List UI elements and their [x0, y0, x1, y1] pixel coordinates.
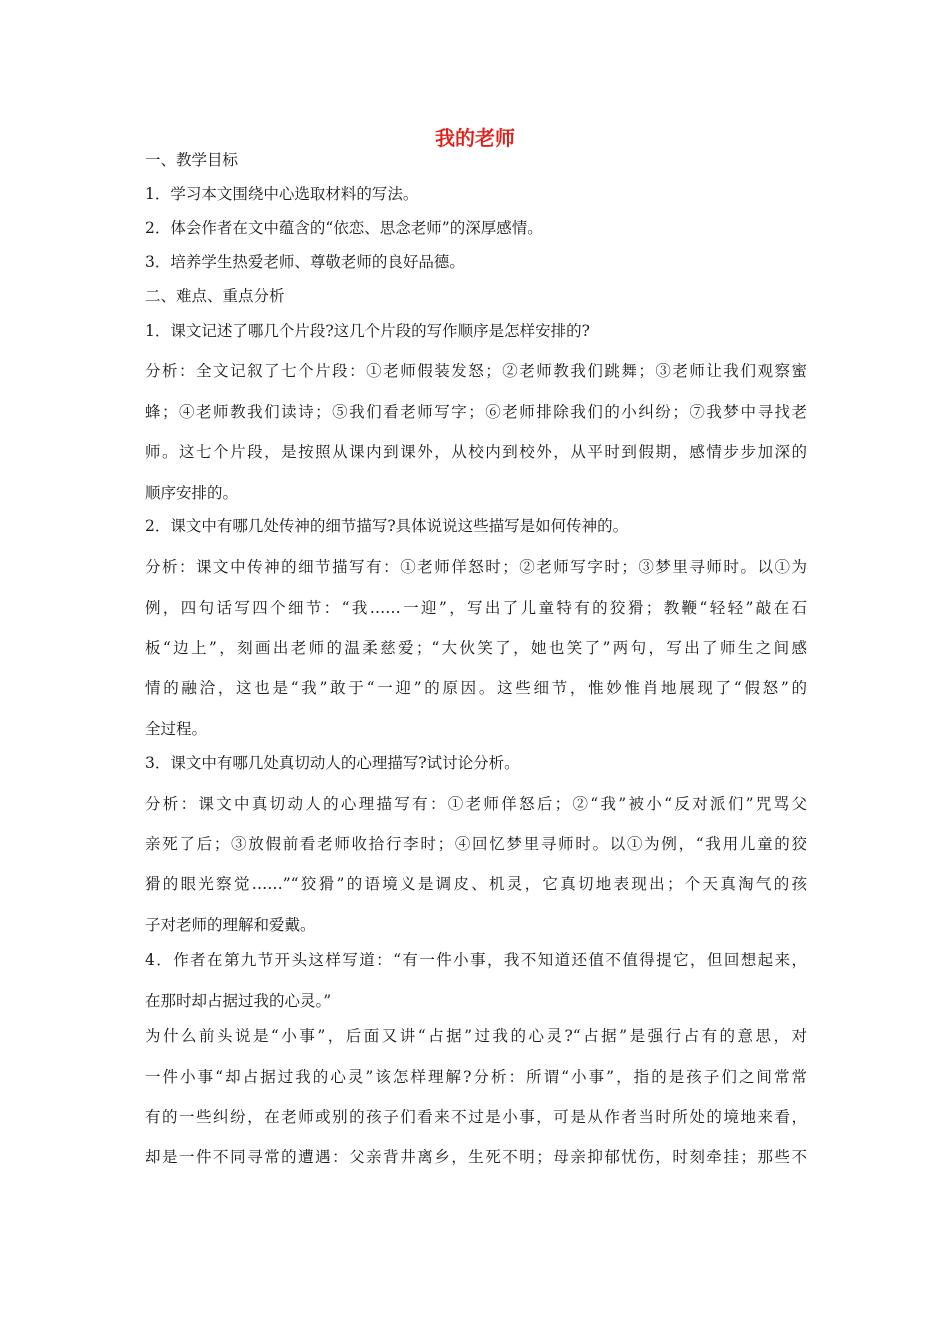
text-line: 3．培养学生热爱老师、尊敬老师的良好品德。 — [145, 253, 465, 271]
text-line: 分析：课文中传神的细节描写有：①老师佯怒时；②老师写字时；③梦里寻师时。以①为 — [145, 558, 807, 576]
text-line: 一、教学目标 — [145, 151, 239, 169]
text-line: 3．课文中有哪几处真切动人的心理描写?试讨论分析。 — [145, 754, 520, 772]
text-line: 子对老师的理解和爱戴。 — [145, 916, 316, 934]
text-line: 板“边上”，刻画出老师的温柔慈爱；“大伙笑了，她也笑了”两句，写出了师生之间感 — [145, 639, 807, 657]
text-line: 在那时却占据过我的心灵。” — [145, 992, 332, 1010]
text-line: 1．课文记述了哪几个片段?这几个片段的写作顺序是怎样安排的? — [145, 322, 590, 340]
text-line: 全过程。 — [145, 720, 208, 738]
text-line: 为什么前头说是“小事”，后面又讲“占据”过我的心灵?“占据”是强行占有的意思，对 — [145, 1027, 807, 1045]
text-line: 二、难点、重点分析 — [145, 287, 285, 305]
text-line: 师。这七个片段，是按照从课内到课外，从校内到校外，从平时到假期，感情步步加深的 — [145, 443, 807, 461]
text-line: 亲死了后；③放假前看老师收拾行李时；④回忆梦里寻师时。以①为例，“我用儿童的狡 — [145, 835, 807, 853]
text-line: 却是一件不同寻常的遭遇：父亲背井离乡，生死不明；母亲抑郁忧伤，时刻牵挂；那些不 — [145, 1148, 807, 1166]
text-line: 情的融洽，这也是“我”敢于“一迎”的原因。这些细节，惟妙惟肖地展现了“假怒”的 — [145, 679, 807, 697]
text-line: 有的一些纠纷，在老师或别的孩子们看来不过是小事，可是从作者当时所处的境地来看， — [145, 1108, 807, 1126]
text-line: 2．课文中有哪几处传神的细节描写?具体说说这些描写是如何传神的。 — [145, 517, 629, 535]
text-line: 分析：课文中真切动人的心理描写有：①老师佯怒后；②“我”被小“反对派们”咒骂父 — [145, 795, 807, 813]
text-line: 一件小事“却占据过我的心灵”该怎样理解?分析：所谓“小事”，指的是孩子们之间常常 — [145, 1068, 807, 1086]
text-line: 1．学习本文围绕中心选取材料的写法。 — [145, 185, 419, 203]
text-line: 分析：全文记叙了七个片段：①老师假装发怒；②老师教我们跳舞；③老师让我们观察蜜 — [145, 362, 807, 380]
text-line: 例，四句话写四个细节：“我……一迎”，写出了儿童特有的狡猾；教鞭“轻轻”敲在石 — [145, 599, 807, 617]
text-line: 蜂；④老师教我们读诗；⑤我们看老师写字；⑥老师排除我们的小纠纷；⑦我梦中寻找老 — [145, 403, 807, 421]
text-line: 4．作者在第九节开头这样写道：“有一件小事，我不知道还值不值得提它，但回想起来， — [145, 951, 807, 969]
page-title: 我的老师 — [435, 126, 515, 150]
text-line: 猾的眼光察觉……”“狡猾”的语境义是调皮、机灵，它真切地表现出；个天真淘气的孩 — [145, 875, 807, 893]
text-line: 2．体会作者在文中蕴含的“依恋、思念老师”的深厚感情。 — [145, 219, 543, 237]
text-line: 顺序安排的。 — [145, 484, 239, 502]
